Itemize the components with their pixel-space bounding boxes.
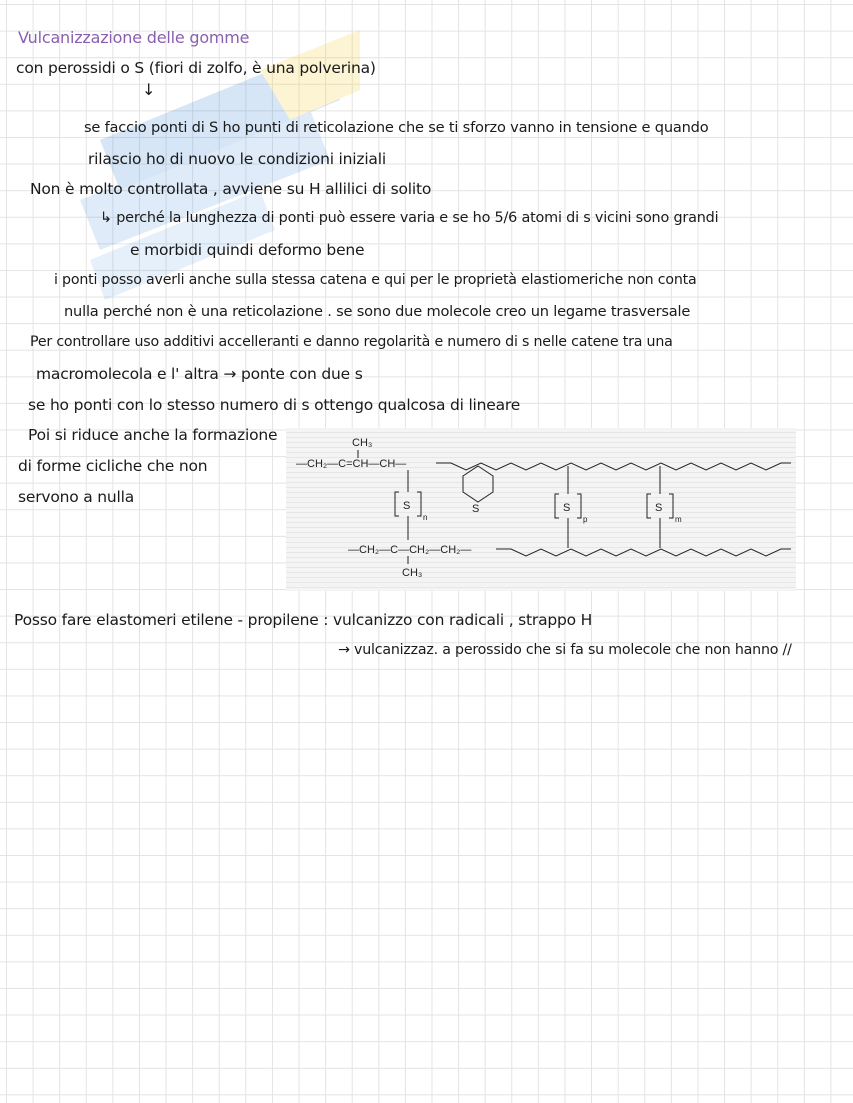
note-line-5: ↳ perché la lunghezza di ponti può essere varia e se ho 5/6 atomi di s vicini sono grandi: [100, 210, 719, 226]
note-line-15: Posso fare elastomeri etilene - propilene : vulcanizzo con radicali , strappo H: [14, 611, 593, 629]
fig-sub-n: n: [423, 513, 428, 522]
note-line-10: macromolecola e l' altra → ponte con due s: [36, 365, 363, 383]
fig-ch3-top: CH₃: [352, 437, 373, 449]
note-line-14: servono a nulla: [18, 488, 135, 506]
fig-bottom-chain: —CH₂—C—CH₂—CH₂—: [348, 544, 472, 556]
note-line-2: se faccio ponti di S ho punti di reticolazione che se ti sforzo vanno in tensione e quando: [84, 119, 709, 136]
page-title: Vulcanizzazione delle gomme: [18, 28, 250, 47]
vulcanized-rubber-structure: [286, 428, 796, 591]
down-arrow-icon: ↓: [142, 80, 156, 99]
note-line-3: rilascio ho di nuovo le condizioni iniziali: [88, 150, 386, 168]
fig-s-n: S: [403, 500, 411, 512]
fig-ring-s: S: [472, 503, 480, 515]
fig-s-p: S: [563, 502, 571, 514]
note-line-8: nulla perché non è una reticolazione . se sono due molecole creo un legame trasversale: [64, 303, 691, 320]
fig-s-m: S: [655, 502, 663, 514]
note-line-16: → vulcanizzaz. a perossido che si fa su molecole che non hanno //: [338, 642, 792, 658]
note-line-9: Per controllare uso additivi accelleranti e danno regolarità e numero di s nelle catene tra una: [30, 334, 673, 350]
fig-sub-m: m: [675, 515, 682, 524]
note-line-4: Non è molto controllata , avviene su H allilici di solito: [30, 180, 432, 198]
note-line-1: con perossidi o S (fiori di zolfo, è una polverina): [16, 59, 376, 77]
note-line-12: Poi si riduce anche la formazione: [28, 426, 278, 444]
fig-top-chain: —CH₂—C=CH—CH—: [296, 458, 407, 470]
fig-ch3-bottom: CH₃: [402, 567, 423, 579]
note-line-6: e morbidi quindi deformo bene: [130, 241, 365, 259]
note-line-11: se ho ponti con lo stesso numero di s ottengo qualcosa di lineare: [28, 396, 521, 414]
fig-sub-p: p: [583, 515, 588, 524]
note-line-7: i ponti posso averli anche sulla stessa catena e qui per le proprietà elastiomeriche non conta: [54, 272, 697, 288]
note-line-13: di forme cicliche che non: [18, 457, 208, 475]
